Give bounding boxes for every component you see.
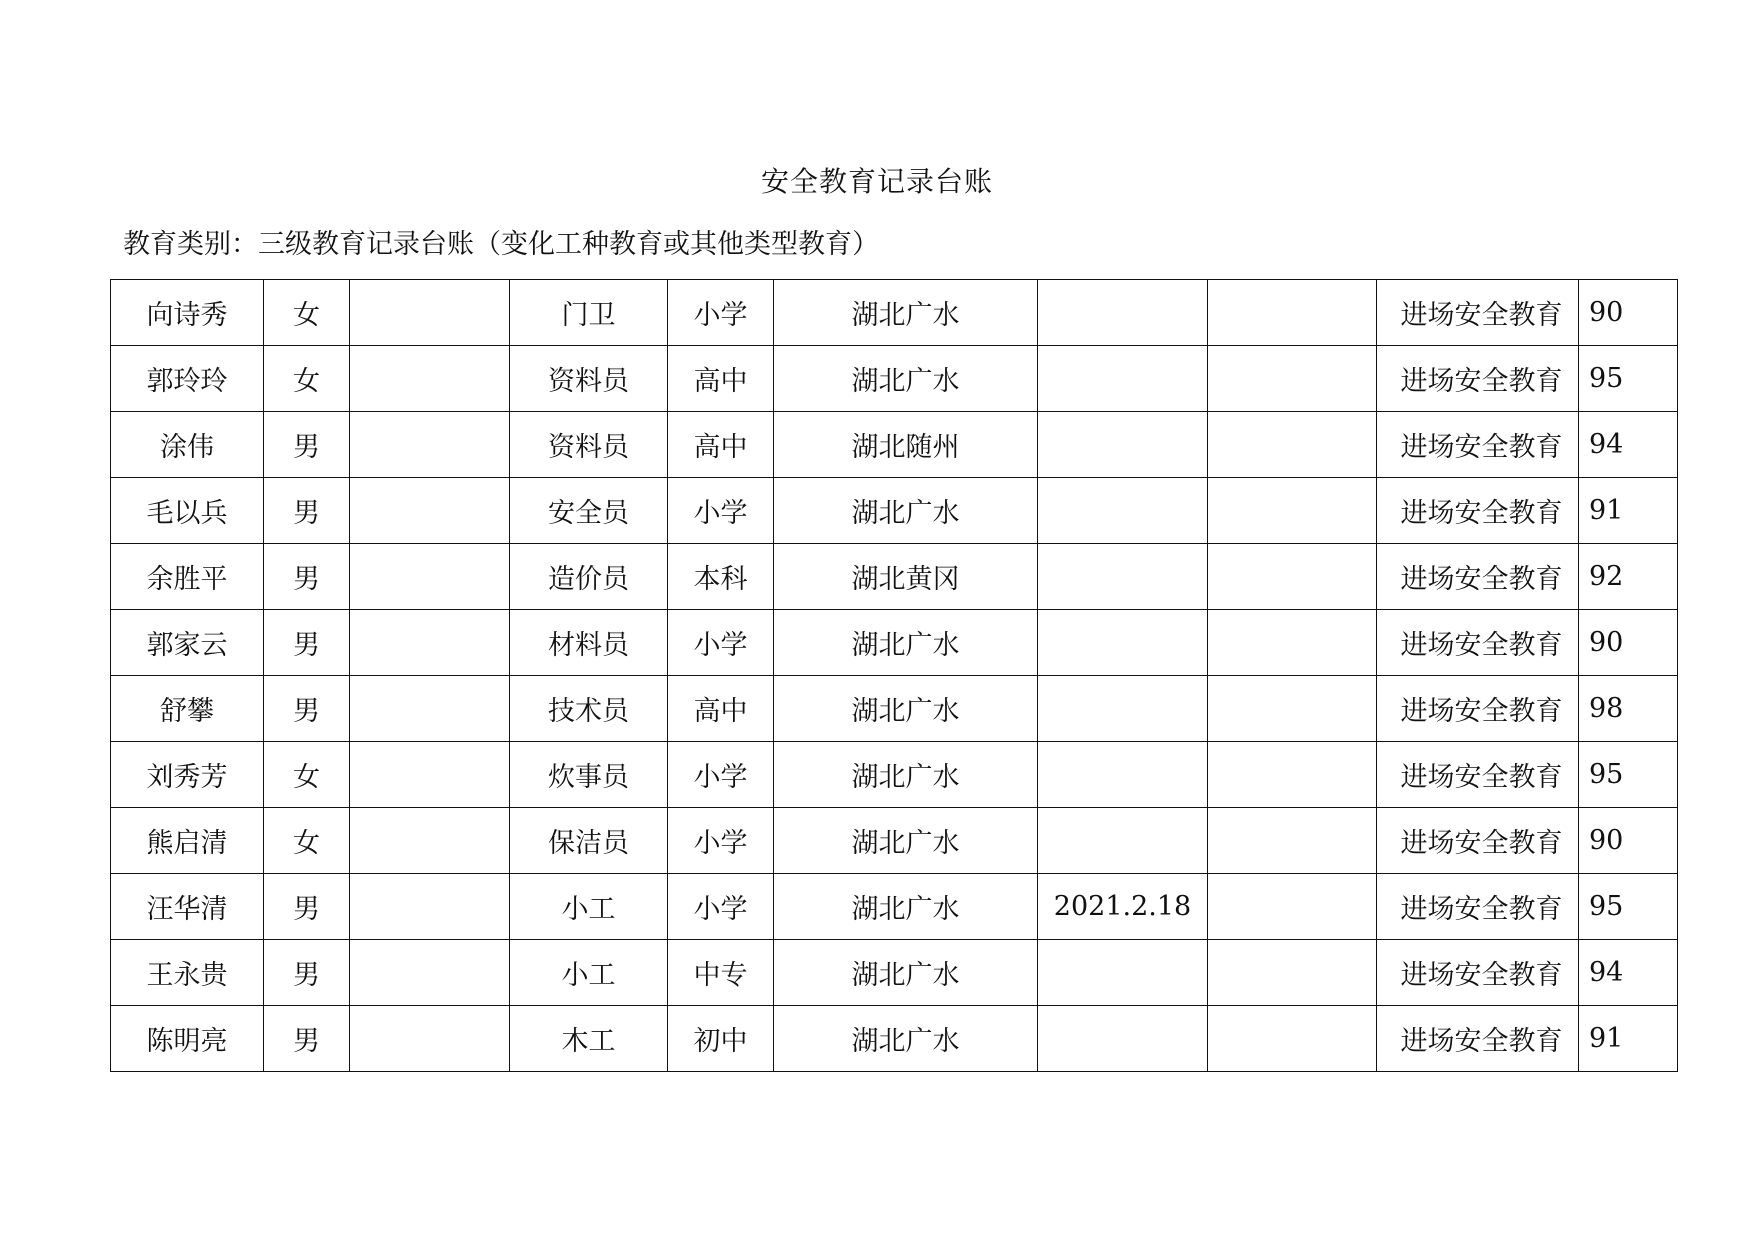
table-row: [111, 940, 1678, 1006]
table-body: [111, 280, 1678, 1072]
blank-cell: [350, 412, 510, 478]
table-row: [111, 478, 1678, 544]
table-row: [111, 808, 1678, 874]
score-cell: 92: [1579, 544, 1678, 610]
gender-cell: 女: [264, 742, 350, 808]
blank-cell: [1208, 874, 1377, 940]
score-cell: 94: [1579, 940, 1678, 1006]
education-level-cell: 小学: [668, 280, 774, 346]
blank-cell: [350, 1006, 510, 1072]
education-level-cell: 小学: [668, 478, 774, 544]
blank-cell: [1208, 346, 1377, 412]
gender-cell: 男: [264, 940, 350, 1006]
name-cell: 向诗秀: [111, 280, 264, 346]
education-type-cell: 进场安全教育: [1377, 478, 1579, 544]
table-row: [111, 280, 1678, 346]
education-level-cell: 小学: [668, 742, 774, 808]
job-cell: 材料员: [510, 610, 668, 676]
date-cell: [1038, 808, 1208, 874]
education-type-cell: 进场安全教育: [1377, 676, 1579, 742]
job-cell: 造价员: [510, 544, 668, 610]
education-level-cell: 初中: [668, 1006, 774, 1072]
job-cell: 资料员: [510, 412, 668, 478]
job-cell: 门卫: [510, 280, 668, 346]
origin-cell: 湖北广水: [774, 610, 1038, 676]
education-level-cell: 本科: [668, 544, 774, 610]
date-cell: [1038, 478, 1208, 544]
blank-cell: [1208, 280, 1377, 346]
origin-cell: 湖北广水: [774, 1006, 1038, 1072]
date-cell: [1038, 346, 1208, 412]
date-cell: 2021.2.18: [1038, 874, 1208, 940]
origin-cell: 湖北广水: [774, 874, 1038, 940]
table-row: [111, 874, 1678, 940]
name-cell: 陈明亮: [111, 1006, 264, 1072]
education-type-cell: 进场安全教育: [1377, 280, 1579, 346]
origin-cell: 湖北广水: [774, 280, 1038, 346]
score-cell: 91: [1579, 1006, 1678, 1072]
blank-cell: [1208, 808, 1377, 874]
job-cell: 保洁员: [510, 808, 668, 874]
date-cell: [1038, 742, 1208, 808]
blank-cell: [350, 544, 510, 610]
name-cell: 刘秀芳: [111, 742, 264, 808]
blank-cell: [350, 610, 510, 676]
blank-cell: [350, 676, 510, 742]
job-cell: 安全员: [510, 478, 668, 544]
document-title: 安全教育记录台账: [760, 165, 993, 198]
origin-cell: 湖北广水: [774, 808, 1038, 874]
score-cell: 95: [1579, 346, 1678, 412]
gender-cell: 男: [264, 1006, 350, 1072]
date-cell: [1038, 280, 1208, 346]
education-type-cell: 进场安全教育: [1377, 610, 1579, 676]
gender-cell: 女: [264, 280, 350, 346]
origin-cell: 湖北随州: [774, 412, 1038, 478]
name-cell: 舒攀: [111, 676, 264, 742]
score-cell: 95: [1579, 742, 1678, 808]
score-cell: 90: [1579, 610, 1678, 676]
blank-cell: [1208, 412, 1377, 478]
job-cell: 炊事员: [510, 742, 668, 808]
origin-cell: 湖北广水: [774, 676, 1038, 742]
blank-cell: [350, 280, 510, 346]
gender-cell: 男: [264, 610, 350, 676]
date-cell: [1038, 610, 1208, 676]
blank-cell: [350, 742, 510, 808]
gender-cell: 男: [264, 478, 350, 544]
blank-cell: [350, 808, 510, 874]
education-level-cell: 小学: [668, 808, 774, 874]
score-cell: 95: [1579, 874, 1678, 940]
education-level-cell: 小学: [668, 874, 774, 940]
table-row: [111, 610, 1678, 676]
blank-cell: [350, 940, 510, 1006]
education-type-cell: 进场安全教育: [1377, 412, 1579, 478]
table-row: [111, 676, 1678, 742]
name-cell: 郭玲玲: [111, 346, 264, 412]
name-cell: 余胜平: [111, 544, 264, 610]
score-cell: 90: [1579, 808, 1678, 874]
table-row: [111, 1006, 1678, 1072]
origin-cell: 湖北广水: [774, 478, 1038, 544]
score-cell: 94: [1579, 412, 1678, 478]
date-cell: [1038, 544, 1208, 610]
table-row: [111, 742, 1678, 808]
blank-cell: [1208, 742, 1377, 808]
name-cell: 王永贵: [111, 940, 264, 1006]
score-cell: 98: [1579, 676, 1678, 742]
table-row: [111, 412, 1678, 478]
date-cell: [1038, 412, 1208, 478]
score-cell: 90: [1579, 280, 1678, 346]
name-cell: 熊启清: [111, 808, 264, 874]
gender-cell: 男: [264, 544, 350, 610]
score-cell: 91: [1579, 478, 1678, 544]
name-cell: 涂伟: [111, 412, 264, 478]
blank-cell: [350, 478, 510, 544]
table-row: [111, 544, 1678, 610]
gender-cell: 女: [264, 808, 350, 874]
gender-cell: 女: [264, 346, 350, 412]
job-cell: 技术员: [510, 676, 668, 742]
blank-cell: [1208, 610, 1377, 676]
education-type-cell: 进场安全教育: [1377, 1006, 1579, 1072]
date-cell: [1038, 676, 1208, 742]
education-category-line: 教育类别：三级教育记录台账（变化工种教育或其他类型教育）: [123, 229, 879, 260]
name-cell: 毛以兵: [111, 478, 264, 544]
safety-education-record-table: [110, 279, 1678, 1072]
blank-cell: [1208, 1006, 1377, 1072]
origin-cell: 湖北广水: [774, 940, 1038, 1006]
education-type-cell: 进场安全教育: [1377, 346, 1579, 412]
name-cell: 郭家云: [111, 610, 264, 676]
gender-cell: 男: [264, 676, 350, 742]
blank-cell: [1208, 676, 1377, 742]
name-cell: 汪华清: [111, 874, 264, 940]
education-level-cell: 高中: [668, 346, 774, 412]
education-type-cell: 进场安全教育: [1377, 940, 1579, 1006]
education-type-cell: 进场安全教育: [1377, 544, 1579, 610]
blank-cell: [1208, 544, 1377, 610]
education-level-cell: 高中: [668, 676, 774, 742]
origin-cell: 湖北广水: [774, 742, 1038, 808]
date-cell: [1038, 940, 1208, 1006]
origin-cell: 湖北广水: [774, 346, 1038, 412]
gender-cell: 男: [264, 412, 350, 478]
education-type-cell: 进场安全教育: [1377, 874, 1579, 940]
education-type-cell: 进场安全教育: [1377, 742, 1579, 808]
job-cell: 小工: [510, 874, 668, 940]
education-level-cell: 中专: [668, 940, 774, 1006]
education-type-cell: 进场安全教育: [1377, 808, 1579, 874]
blank-cell: [350, 346, 510, 412]
table-row: [111, 346, 1678, 412]
job-cell: 木工: [510, 1006, 668, 1072]
origin-cell: 湖北黄冈: [774, 544, 1038, 610]
blank-cell: [1208, 940, 1377, 1006]
date-cell: [1038, 1006, 1208, 1072]
education-level-cell: 高中: [668, 412, 774, 478]
gender-cell: 男: [264, 874, 350, 940]
job-cell: 小工: [510, 940, 668, 1006]
blank-cell: [1208, 478, 1377, 544]
job-cell: 资料员: [510, 346, 668, 412]
blank-cell: [350, 874, 510, 940]
education-level-cell: 小学: [668, 610, 774, 676]
